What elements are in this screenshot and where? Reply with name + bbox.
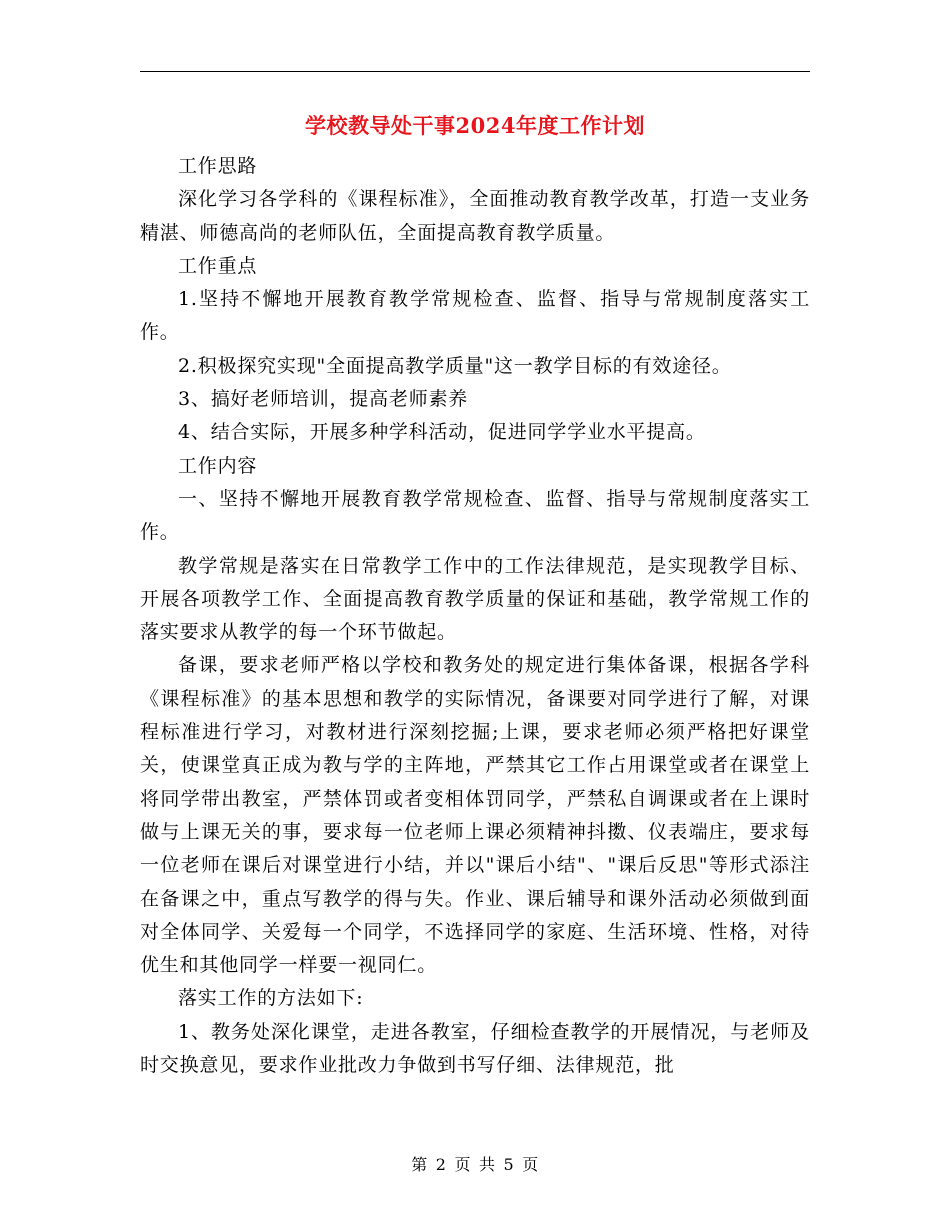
paragraph: 工作重点 xyxy=(178,254,258,277)
footer-prefix: 第 xyxy=(411,1155,428,1174)
footer-total-label: 共 xyxy=(479,1155,496,1174)
paragraph: 3、搞好老师培训，提高老师素养 xyxy=(178,388,469,411)
paragraph: 一、坚持不懈地开展教育教学常规检查、监督、指导与常规制度落实工作。 xyxy=(140,487,810,544)
page-footer xyxy=(0,1153,950,1177)
paragraph: 4、结合实际，开展多种学科活动，促进同学学业水平提高。 xyxy=(178,421,706,444)
paragraph: 工作思路 xyxy=(178,155,258,177)
footer-page-label: 页 xyxy=(454,1155,471,1174)
document-body xyxy=(140,150,810,1082)
current-page-number: 2 xyxy=(435,1155,447,1174)
paragraph: 工作内容 xyxy=(178,454,258,477)
paragraph: 1、教务处深化课堂，走进各教室，仔细检查教学的开展情况，与老师及时交换意见，要求作业批改力争做到书写仔细、法律规范，批 xyxy=(140,1020,810,1077)
header-rule xyxy=(140,71,810,72)
document-title: 学校教导处干事2024年度工作计划 xyxy=(305,113,645,138)
paragraph: 教学常规是落实在日常教学工作中的工作法律规范，是实现教学目标、开展各项教学工作、全面提高教育教学质量的保证和基础，教学常规工作的落实要求从教学的每一个环节做起。 xyxy=(140,554,810,644)
total-pages-number: 5 xyxy=(503,1155,515,1174)
footer-suffix: 页 xyxy=(522,1155,539,1174)
paragraph: 深化学习各学科的《课程标准》，全面推动教育教学改革，打造一支业务精湛、师德高尚的老师队伍，全面提高教育教学质量。 xyxy=(140,188,810,244)
paragraph: 1.坚持不懈地开展教育教学常规检查、监督、指导与常规制度落实工作。 xyxy=(140,288,810,344)
paragraph: 备课，要求老师严格以学校和教务处的规定进行集体备课，根据各学科《课程标准》的基本思想和教学的实际情况，备课要对同学进行了解，对课程标准进行学习，对教材进行深刻挖掘;上课，要求老师必须严格把好课堂关，使课堂真正成为教与学的主阵地，严禁其它工作占用课堂或者在课堂上将同学带出教室，严禁体罚或者变相体罚同学，严禁私自调课或者在上课时做与上课无关的事，要求每一位老师上课必须精神抖擞、仪表端庄，要求每一位老师在课后对课堂进行小结，并以"课后小结"、"课后反思"等形式添注在备课之中，重点写教学的得与失。作业、课后辅导和课外活动必须做到面对全体同学、关爱每一个同学，不选择同学的家庭、生活环境、性格，对待优生和其他同学一样要一视同仁。 xyxy=(140,654,810,977)
paragraph: 落实工作的方法如下: xyxy=(178,987,364,1010)
paragraph: 2.积极探究实现"全面提高教学质量"这一教学目标的有效途径。 xyxy=(178,354,732,377)
